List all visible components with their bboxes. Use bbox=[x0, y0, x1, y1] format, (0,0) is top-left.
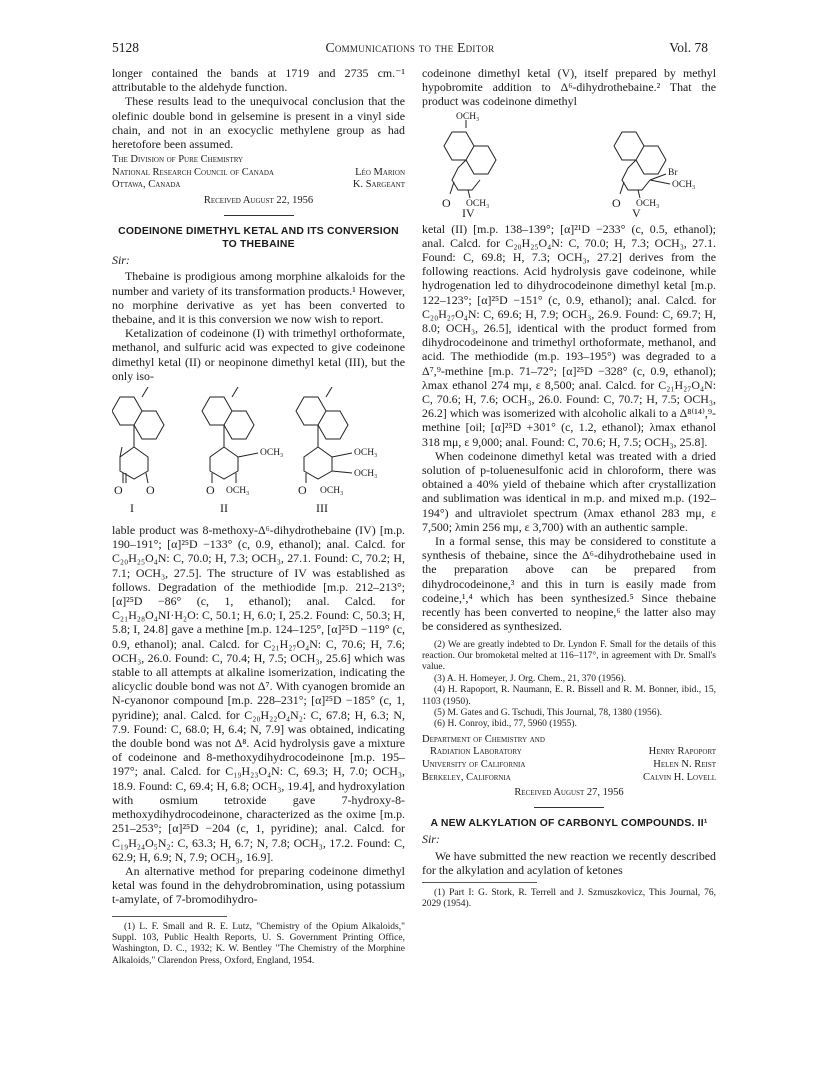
page-header bbox=[112, 40, 708, 60]
salutation: Sir: bbox=[422, 832, 440, 847]
group-label-och3: OCH₃ bbox=[466, 198, 490, 209]
atom-label-o: O bbox=[146, 483, 155, 498]
paragraph: An alternative method for preparing codeinone dimethyl ketal was found in the dehydrobromination, using potassium t-amylate, of 7-bromodihydro- bbox=[112, 863, 405, 907]
salutation: Sir: bbox=[112, 253, 130, 268]
structure-label-iv: IV bbox=[462, 205, 475, 220]
footnotes bbox=[112, 922, 405, 968]
paragraph: In a formal sense, this may be considered to constitute a synthesis of thebaine, since the Δ⁶-dihydrothebaine used in the preparation above can be prepared from dihydrocodeinone,³ and this in turn is easily made from codeine,¹,⁴ which has been synthesized.⁵ Since thebaine recently has been converted to neopine,⁶ the latter also may be considered as synthesized. bbox=[422, 534, 716, 634]
paragraph: Ketalization of codeinone (I) with trimethyl orthoformate, methanol, and sulfuric acid was expected to give codeinone dimethyl ketal (II) or neopinone dimethyl ketal (III), but the only iso- bbox=[112, 326, 405, 383]
group-label-och3: OCH₃ bbox=[672, 179, 696, 190]
paragraph: We have submitted the new reaction we recently described for the alkylation and acylation of ketones bbox=[422, 848, 716, 877]
group-label-och3: OCH₃ bbox=[260, 448, 284, 459]
paragraph: When codeinone dimethyl ketal was treated with a dried solution of p-toluenesulfonic acid in chloroform, there was obtained a 40% yield of thebaine which after crystallization and sublimation was identical in m.p. and mixed m.p. (192–194°) and ultraviolet spectrum (λmax ethanol 283 mμ, ε 7,500; λmin 256 mμ, ε 3,700) with an authentic sample. bbox=[422, 448, 716, 534]
affiliation-line: National Research Council of Canada bbox=[112, 166, 274, 178]
structure-label-ii: II bbox=[220, 501, 228, 516]
article-title: A NEW ALKYLATION OF CARBONYL COMPOUNDS. II¹ bbox=[430, 818, 708, 830]
right-column bbox=[422, 66, 716, 911]
atom-label-o: O bbox=[612, 195, 621, 210]
author-name: Calvin H. Lovell bbox=[643, 771, 716, 783]
group-label-och3: OCH₃ bbox=[354, 469, 378, 480]
group-label-och3: OCH₃ bbox=[636, 198, 660, 209]
footnote: (1) L. F. Small and R. E. Lutz, "Chemistry of the Opium Alkaloids," Suppl. 103, Public Health Reports, U. S. Government Printing Office, Washington, D. C., 1932; K. W. Bentley "The Chemistry of the Morphine Alkaloids," Clarendon Press, Oxford, England, 1954. bbox=[112, 921, 405, 966]
author-name: Léo Marion bbox=[355, 166, 405, 178]
volume-label: Vol. 78 bbox=[669, 40, 708, 55]
footnote: (2) We are greatly indebted to Dr. Lyndon F. Small for the details of this reaction. Our bromoketal melted at 116–117°, in agreement with Dr. Small's value. bbox=[422, 639, 716, 673]
footnotes bbox=[422, 640, 716, 731]
atom-label-o: O bbox=[298, 483, 307, 498]
group-label-och3: OCH₃ bbox=[456, 111, 480, 122]
affiliation-line: Department of Chemistry and bbox=[422, 733, 545, 745]
affiliation-line: The Division of Pure Chemistry bbox=[112, 154, 244, 166]
divider bbox=[224, 215, 294, 216]
footnote: (5) M. Gates and G. Tschudi, This Journal, 78, 1380 (1956). bbox=[434, 707, 663, 718]
structure-label-i: I bbox=[130, 501, 134, 516]
paragraph: lable product was 8-methoxy-Δ⁶-dihydrothebaine (IV) [m.p. 190–191°; [α]²⁵D −133° (c, 0.9, ethanol); anal. Calcd. for C₂₀H₂₅O₄N: C, 70.0; H, 7.3; OCH₃, 27.1. Found: C, 70.2; H, 7.1; OCH₃, 27.5]. The structure of IV was established as follows. Degradation of the methiodide [m.p. 212–213°; [α]²⁵D −86° (c, 1, ethanol); anal. Calcd. for C₂₁H₂₈O₄NI·H₂O: C, 50.1; H, 6.0; I, 25.2. Found: C, 50.3; H, 5.8; I, 24.8] gave a methine [m.p. 124–125°, [α]²⁵D −119° (c, 0.9, ethanol); anal. Calcd. for C₂₁H₂₇O₄N: C, 70.6; H, 7.6; OCH₃, 26.0. Found: C, 70.4; H, 7.5; OCH₃, 25.6] which was stable to all attempts at alkaline isomerization, indicating the alicyclic double bond was not Δ⁷. With cyanogen bromide an N-cyanonor compound [m.p. 228–231°; [α]²⁵D −185° (c, 1, pyridine); anal. Calcd. for C₂₀H₂₂O₄N₂: C, 67.8; H, 6.3; N, 7.9. Found: C, 68.0; H, 6.4; N, 7.9] was obtained, indicating the double bond was not Δ⁸. Acid hydrolysis gave a mixture of codeinone and 8-methoxydihydrocodeinone [m.p. 195–197°; anal. Calcd. for C₁₉H₂₃O₄N: C, 69.3; H, 7.0; OCH₃, 18.9. Found: C, 69.4; H, 6.8; OCH₃, 19.4], and hydroxylation with osmium tetroxide gave 7-hydroxy-8-methoxydihydrocodeinone, characterized as the oxime [m.p. 251–253°; [α]²⁵D −204 (c, 1, pyridine); anal. Calcd. for C₁₉H₂₄O₅N₂: C, 63.3; H, 6.7; N, 7.8; OCH₃, 17.2. Found: C, 62.9; H, 6.9; N, 7.9; OCH₃, 16.9]. bbox=[112, 523, 405, 864]
page-number: 5128 bbox=[112, 40, 139, 55]
atom-label-o: O bbox=[114, 483, 123, 498]
paragraph: codeinone dimethyl ketal (V), itself prepared by methyl hypobromite addition to Δ⁶-dihydrothebaine.² That the product was codeinone dimethyl bbox=[422, 66, 716, 109]
footnote: (4) H. Rapoport, R. Naumann, E. R. Bissell and R. M. Bonner, ibid., 15, 1103 (1950). bbox=[422, 685, 716, 707]
footnotes bbox=[422, 888, 716, 911]
paragraph: Thebaine is prodigious among morphine alkaloids for the number and variety of its transformation products.¹ However, no morphine derivative as yet has been converted to thebaine, and it is this conversion we now wish to report. bbox=[112, 269, 405, 327]
running-title: Communications to the Editor bbox=[325, 40, 495, 55]
affiliation-line: Radiation Laboratory bbox=[430, 746, 522, 758]
atom-label-br: Br bbox=[668, 167, 678, 178]
author-name: K. Sargeant bbox=[352, 179, 405, 191]
structure-label-v: V bbox=[632, 205, 641, 220]
divider bbox=[534, 807, 604, 808]
author-name: Henry Rapoport bbox=[648, 746, 716, 758]
affiliation-line: Berkeley, California bbox=[422, 771, 511, 783]
paragraph: ketal (II) [m.p. 138–139°; [α]²¹D −233° (c, 0.5, ethanol); anal. Calcd. for C₂₀H₂₅O₄N: C, 70.0; H, 7.3; OCH₃, 27.1. Found: C, 69.8; H, 7.3; OCH₃, 27.2] derives from the following reactions. Acid hydrolysis gave codeinone, while hydrogenation led to dihydrocodeinone dimethyl ketal [m.p. 122–123°; [α]²⁵D −151° (c, 0.9, ethanol); anal. Calcd. for C₂₀H₂₇O₄N: C, 69.6; H, 7.9; OCH₃, 26.9. Found: C, 69.7; H, 8.0; OCH₃, 26.5], identical with the product formed from dihydrocodeinone and trimethyl orthoformate, methanol, and acid. The methiodide (m.p. 193–195°) was degraded to a Δ⁷,⁹-methine [m.p. 71–72°; [α]²⁵D −328° (c, 0.9, ethanol); λmax ethanol 274 mμ, ε 8,500; anal. Calcd. for C₂₁H₂₇O₄N: C, 70.6; H, 7.6; OCH₃, 26.0. Found: C, 70.7; H, 7.5; OCH₃, 26.2] which was isomerized with alcoholic alkali to a Δ⁸⁽¹⁴⁾,⁹-methine [oil; [α]²⁵D +301° (c, 1.2, ethanol); λmax ethanol 318 mμ, ε 9,000; anal. Found: C, 70.6; H, 7.5; OCH₃, 25.8]. bbox=[422, 221, 716, 449]
footnote-divider bbox=[422, 882, 537, 883]
footnote: (3) A. H. Homeyer, J. Org. Chem., 21, 370 (1956). bbox=[434, 673, 627, 684]
affiliation-line: Ottawa, Canada bbox=[112, 179, 181, 191]
affiliation-block bbox=[422, 734, 716, 784]
group-label-och3: OCH₃ bbox=[354, 448, 378, 459]
structure-label-iii: III bbox=[316, 501, 328, 516]
atom-label-o: O bbox=[442, 195, 451, 210]
affiliation-block bbox=[112, 154, 405, 192]
footnote-divider bbox=[112, 916, 227, 917]
article-title: CODEINONE DIMETHYL KETAL AND ITS CONVERSION TO THEBAINE bbox=[118, 226, 399, 251]
chemical-structures-figure bbox=[422, 110, 716, 218]
affiliation-line: University of California bbox=[422, 758, 526, 770]
footnote: (6) H. Conroy, ibid., 77, 5960 (1955). bbox=[434, 719, 577, 730]
author-name: Helen N. Reist bbox=[653, 758, 716, 770]
group-label-och3: OCH₃ bbox=[226, 486, 250, 497]
paragraph: longer contained the bands at 1719 and 2735 cm.⁻¹ attributable to the aldehyde function. bbox=[112, 66, 405, 95]
footnote: (1) Part I: G. Stork, R. Terrell and J. Szmuszkovicz, This Journal, 76, 2029 (1954). bbox=[422, 887, 716, 910]
paragraph: These results lead to the unequivocal conclusion that the olefinic double bond in gelsemine is present in a vinyl side chain, and not in an exocyclic methylene group as had heretofore been assumed. bbox=[112, 94, 405, 152]
atom-label-o: O bbox=[206, 483, 215, 498]
received-date: Received August 22, 1956 bbox=[203, 195, 314, 206]
chemical-structures-figure bbox=[112, 387, 405, 519]
received-date: Received August 27, 1956 bbox=[514, 787, 624, 799]
left-column bbox=[112, 66, 405, 967]
group-label-och3: OCH₃ bbox=[320, 486, 344, 497]
